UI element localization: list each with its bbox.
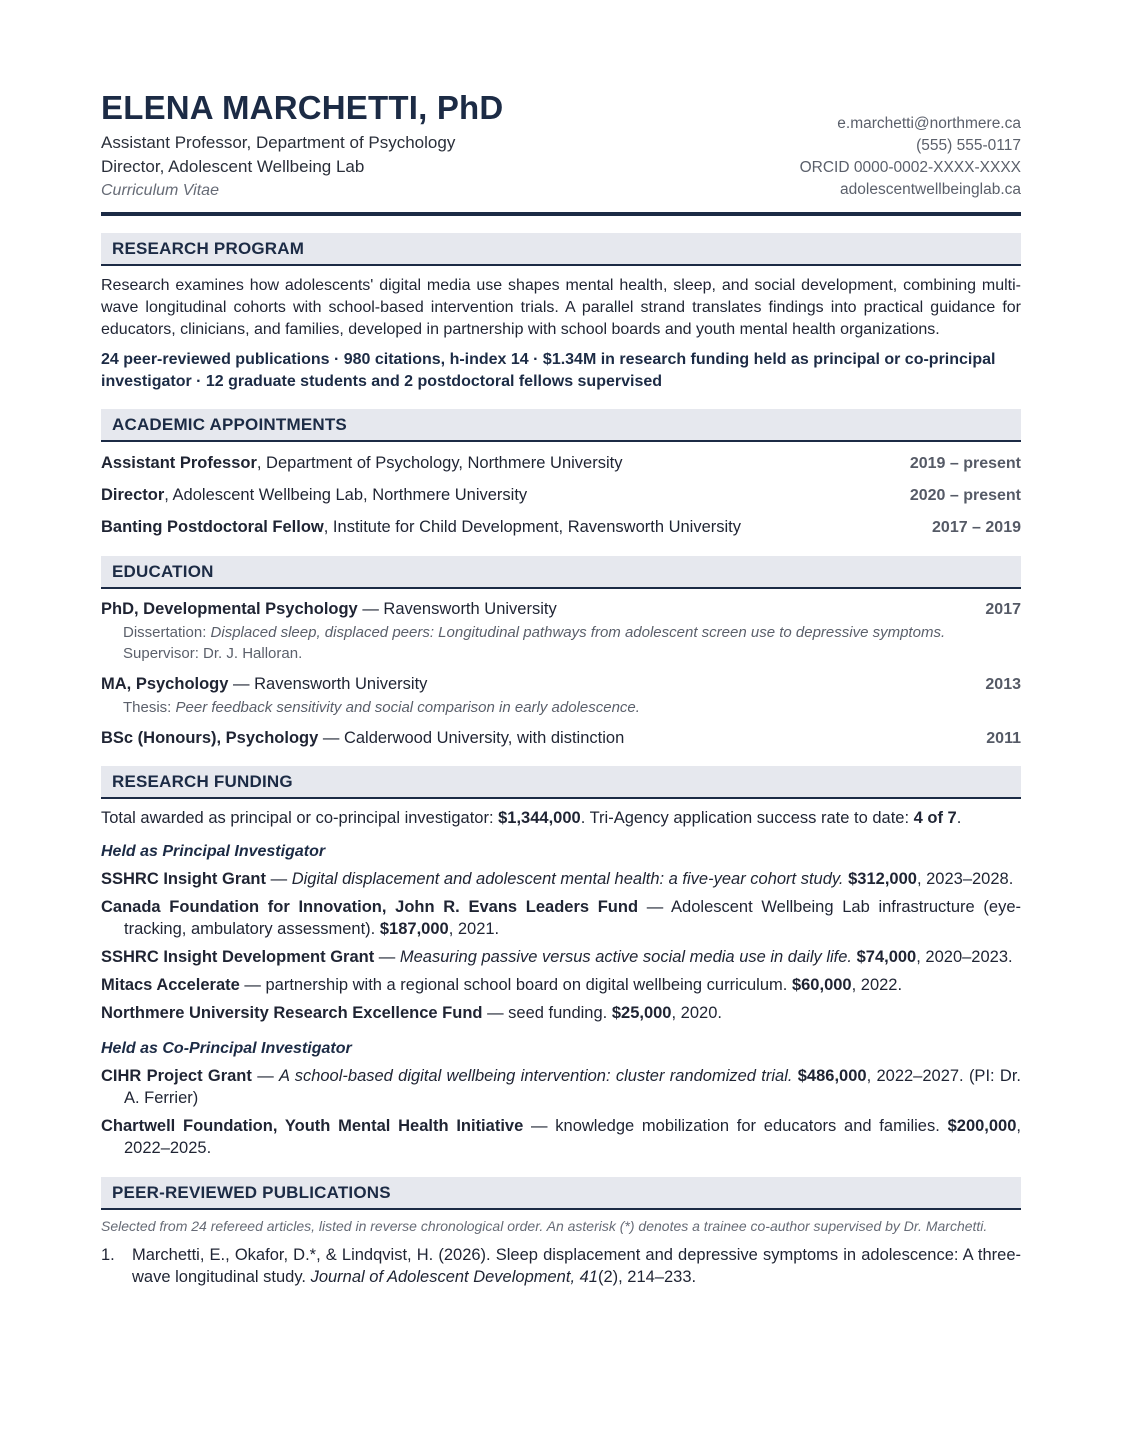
copi-grants-heading: Held as Co-Principal Investigator xyxy=(101,1040,352,1057)
grant-description: partnership with a regional school board on digital wellbeing curriculum. xyxy=(265,976,788,994)
degree-name: MA, Psychology xyxy=(101,675,229,693)
grant-separator: — xyxy=(482,1004,509,1022)
grant-description: A school-based digital wellbeing intervention: cluster randomized trial. xyxy=(279,1067,793,1085)
success-rate-label: . Tri-Agency application success rate to date: xyxy=(580,809,914,827)
phone-number: (555) 555-0117 xyxy=(916,137,1021,154)
appointment-role: Director xyxy=(101,486,165,504)
grant-description: seed funding. xyxy=(508,1004,608,1022)
degree-name: BSc (Honours), Psychology xyxy=(101,729,319,747)
grant-years: , 2020–2023. xyxy=(916,948,1013,966)
document-label: Curriculum Vitae xyxy=(101,182,219,199)
appointment-org: , Department of Psychology, Northmere University xyxy=(256,454,623,472)
grant-item xyxy=(101,1065,1021,1109)
degree-year: 2017 xyxy=(985,601,1021,618)
school-name: — Ravensworth University xyxy=(228,675,428,693)
section-heading-publications: PEER-REVIEWED PUBLICATIONS xyxy=(101,1177,1021,1210)
publication-issue-pages: (2), 214–233. xyxy=(597,1268,697,1286)
grant-years: , 2020. xyxy=(671,1004,722,1022)
grant-years: , 2023–2028. xyxy=(916,870,1014,888)
success-rate-value: 4 of 7 xyxy=(913,809,957,827)
email-link[interactable]: e.marchetti@northmere.ca xyxy=(837,115,1021,132)
grant-name: Mitacs Accelerate xyxy=(101,976,240,994)
grant-years: , 2022–2025. xyxy=(124,1117,1022,1157)
grant-description: Digital displacement and adolescent mental health: a five-year cohort study. xyxy=(291,870,844,888)
funding-total-suffix: . xyxy=(956,809,962,827)
grant-separator: — xyxy=(266,870,292,888)
appointment-dates: 2020 – present xyxy=(909,487,1021,504)
thesis-title: Peer feedback sensitivity and social comparison in early adolescence. xyxy=(175,699,640,716)
education-list xyxy=(101,598,1021,750)
appointment-dates: 2019 – present xyxy=(909,455,1021,472)
grant-amount: $74,000 xyxy=(856,948,917,966)
copi-grants-list xyxy=(101,1065,1021,1159)
person-name: ELENA MARCHETTI, PhD xyxy=(101,89,504,126)
appointments-list xyxy=(101,442,1021,540)
grant-name: Canada Foundation for Innovation, John R. Evans Leaders Fund xyxy=(101,898,639,916)
research-highlights: 24 peer-reviewed publications · 980 citations, h-index 14 · $1.34M in research funding held as principal or co-principal investigator · 12 graduate students and 2 postdoctoral fellows supervised xyxy=(101,351,996,390)
grant-years: , 2022–2027. (PI: Dr. A. Ferrier) xyxy=(124,1067,1021,1107)
school-name: — Ravensworth University xyxy=(357,600,557,618)
grant-separator: — xyxy=(374,948,400,966)
grant-years: , 2021. xyxy=(448,920,500,938)
grant-name: Chartwell Foundation, Youth Mental Health Initiative xyxy=(101,1117,524,1135)
education-detail xyxy=(101,622,1021,664)
education-item xyxy=(101,598,1021,664)
grant-description: Adolescent Wellbeing Lab infrastructure (eye-tracking, ambulatory assessment). xyxy=(124,898,1022,938)
degree-name: PhD, Developmental Psychology xyxy=(101,600,358,618)
grant-item xyxy=(101,946,1021,968)
appointment-org: , Institute for Child Development, Ravensworth University xyxy=(323,518,742,536)
pi-grants-list xyxy=(101,868,1021,1024)
publication-item xyxy=(101,1244,1021,1288)
funding-total-label: Total awarded as principal or co-principal investigator: xyxy=(101,809,499,827)
grant-description: knowledge mobilization for educators and families. xyxy=(555,1117,940,1135)
grant-name: SSHRC Insight Grant xyxy=(101,870,267,888)
contact-block xyxy=(800,113,1021,201)
cv-page xyxy=(101,88,1021,1288)
grant-item xyxy=(101,868,1021,890)
grant-name: CIHR Project Grant xyxy=(101,1067,252,1085)
appointment-item xyxy=(101,484,1021,507)
cv-header xyxy=(101,88,1021,216)
position-title: Assistant Professor, Department of Psychology xyxy=(101,133,456,152)
grant-amount: $200,000 xyxy=(947,1117,1017,1135)
website-link[interactable]: adolescentwellbeinglab.ca xyxy=(840,181,1021,198)
section-heading-education: EDUCATION xyxy=(101,556,1021,589)
appointment-item xyxy=(101,452,1021,475)
grant-separator: — xyxy=(638,898,672,916)
grant-name: Northmere University Research Excellence Fund xyxy=(101,1004,483,1022)
education-detail xyxy=(101,697,1021,718)
appointment-dates: 2017 – 2019 xyxy=(932,519,1021,536)
grant-amount: $486,000 xyxy=(797,1067,867,1085)
lab-director-title: Director, Adolescent Wellbeing Lab xyxy=(101,157,365,176)
grant-item xyxy=(101,1115,1021,1159)
grant-item xyxy=(101,1002,1021,1024)
publication-number: 1. xyxy=(101,1246,115,1264)
grant-separator: — xyxy=(523,1117,556,1135)
appointment-org: , Adolescent Wellbeing Lab, Northmere University xyxy=(164,486,528,504)
funding-total xyxy=(101,807,1021,829)
grant-separator: — xyxy=(251,1067,279,1085)
publication-authors-title: Marchetti, E., Okafor, D.*, & Lindqvist, H. (2026). Sleep displacement and depressive symptoms in adolescence: A three-wave longitudinal study. xyxy=(132,1246,1021,1286)
supervisor-note: Supervisor: Dr. J. Halloran. xyxy=(123,645,303,662)
grant-amount: $312,000 xyxy=(848,870,917,888)
education-item xyxy=(101,727,1021,750)
publication-citation xyxy=(132,1244,1021,1288)
degree-year: 2011 xyxy=(986,730,1021,747)
section-heading-funding: RESEARCH FUNDING xyxy=(101,766,1021,799)
grant-separator: — xyxy=(239,976,266,994)
school-name: — Calderwood University, with distinction xyxy=(318,729,625,747)
appointment-item xyxy=(101,516,1021,539)
funding-total-amount: $1,344,000 xyxy=(498,809,581,827)
dissertation-title: Displaced sleep, displaced peers: Longitudinal pathways from adolescent screen use to depressive symptoms. xyxy=(210,624,946,641)
pi-grants-heading: Held as Principal Investigator xyxy=(101,843,326,860)
education-item xyxy=(101,673,1021,718)
publication-journal: Journal of Adolescent Development, 41 xyxy=(310,1268,598,1286)
grant-item xyxy=(101,896,1021,940)
grant-years: , 2022. xyxy=(851,976,903,994)
detail-label: Thesis: xyxy=(123,699,176,716)
degree-year: 2013 xyxy=(985,676,1021,693)
grant-item xyxy=(101,974,1021,996)
grant-amount: $187,000 xyxy=(379,920,449,938)
grant-description: Measuring passive versus active social media use in daily life. xyxy=(399,948,852,966)
detail-label: Dissertation: xyxy=(123,624,211,641)
research-summary: Research examines how adolescents' digital media use shapes mental health, sleep, and social development, combining multi-wave longitudinal cohorts with school-based intervention trials. A parallel strand translates findings into practical guidance for educators, clinicians, and families, developed in partnership with school boards and youth mental health organizations. xyxy=(101,277,1021,338)
appointment-role: Assistant Professor xyxy=(101,454,257,472)
publications-note: Selected from 24 refereed articles, listed in reverse chronological order. An asterisk (*) denotes a trainee co-author supervised by Dr. Marchetti. xyxy=(101,1218,988,1234)
grant-amount: $60,000 xyxy=(791,976,852,994)
appointment-role: Banting Postdoctoral Fellow xyxy=(101,518,324,536)
grant-amount: $25,000 xyxy=(611,1004,672,1022)
section-heading-appointments: ACADEMIC APPOINTMENTS xyxy=(101,409,1021,442)
orcid-id: ORCID 0000-0002-XXXX-XXXX xyxy=(799,159,1021,176)
grant-name: SSHRC Insight Development Grant xyxy=(101,948,375,966)
section-heading-research: RESEARCH PROGRAM xyxy=(101,233,1021,266)
